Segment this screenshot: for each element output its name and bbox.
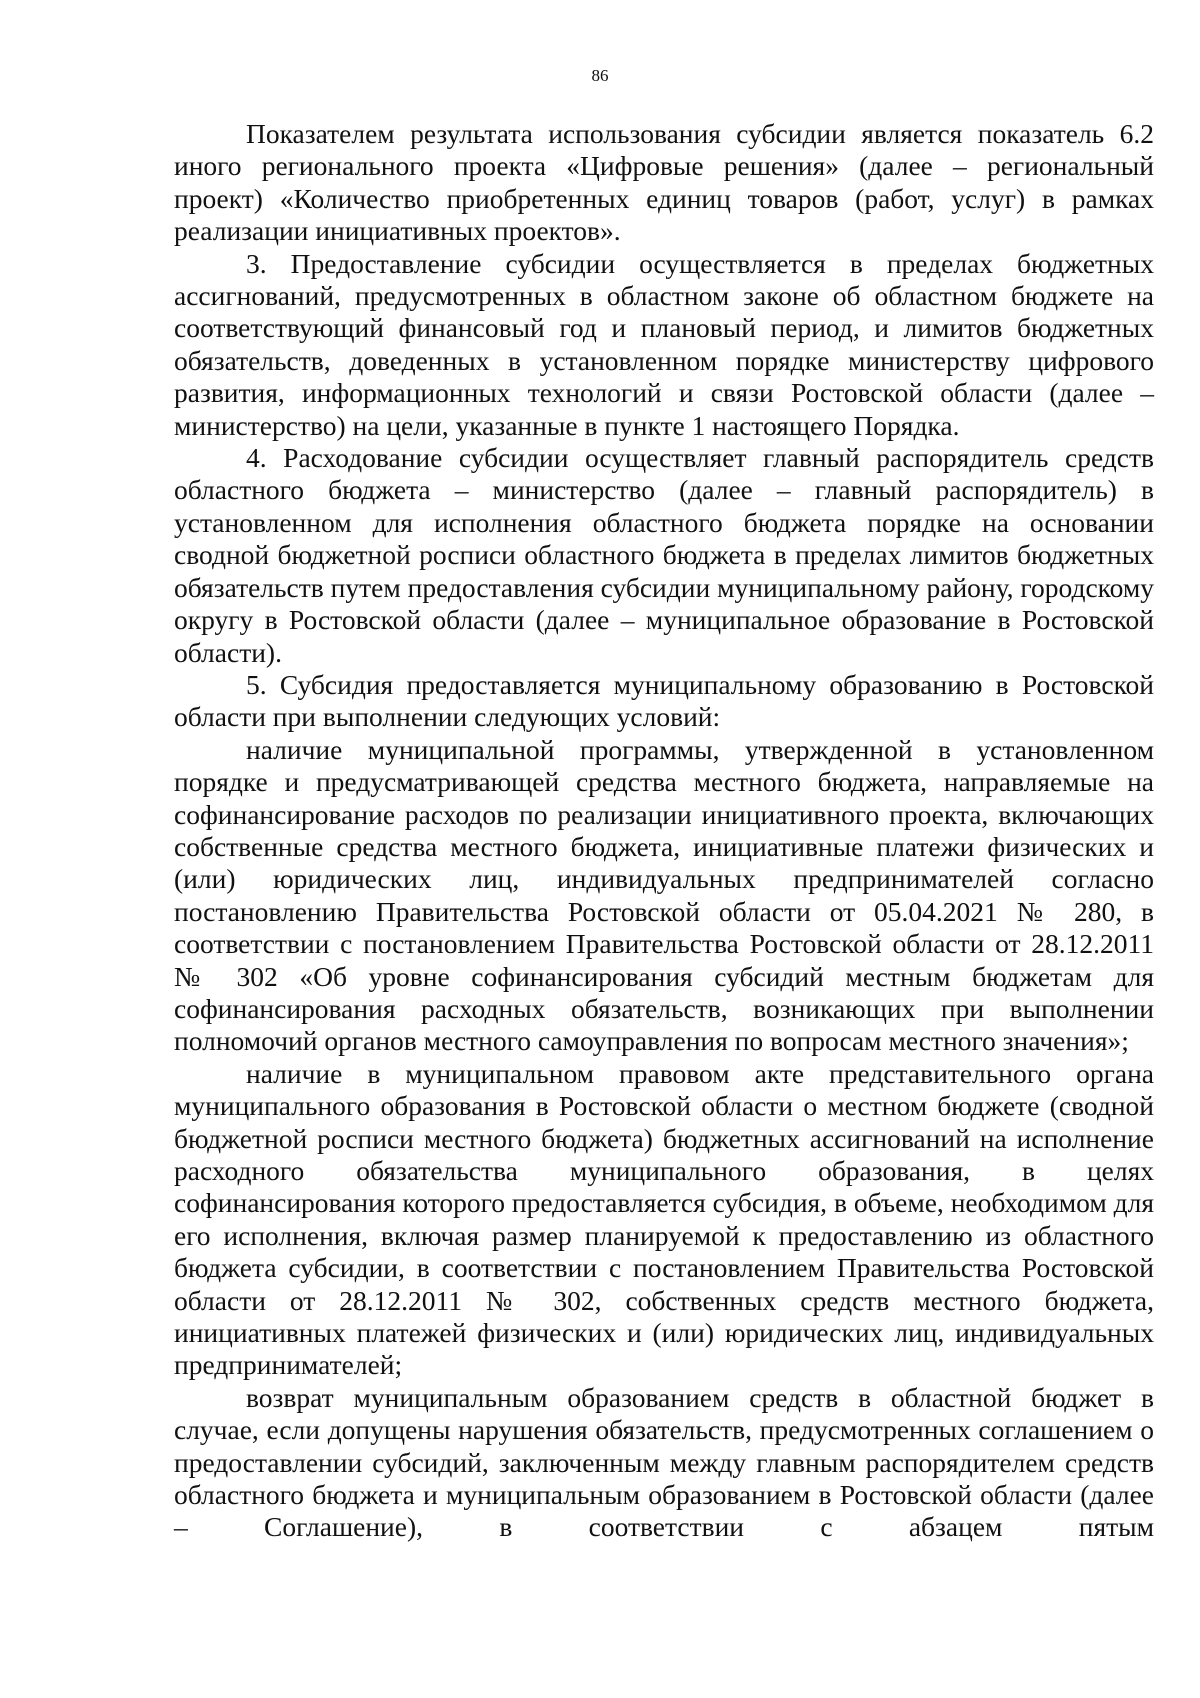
page-number: 86: [591, 66, 609, 85]
document-body: [174, 118, 1154, 1544]
paragraph-condition-program: наличие муниципальной программы, утвержденной в установленном порядке и предусматривающей средства местного бюджета, направляемые на софинансирование расходов по реализации инициативного проекта, включающих собственные средства местного бюджета, инициативные платежи физических и (или) юридических лиц, индивидуальных предпринимателей согласно постановлению Правительства Ростовской области от 05.04.2021 № 280, в соответствии с постановлением Правительства Ростовской области от 28.12.2011 № 302 «Об уровне софинансирования субсидий местным бюджетам для софинансирования расходных обязательств, возникающих при выполнении полномочий органов местного самоуправления по вопросам местного значения»;: [174, 733, 1154, 1057]
paragraph-item-5: 5. Субсидия предоставляется муниципальному образованию в Ростовской области при выполнении следующих условий:: [174, 668, 1154, 733]
paragraph-item-3: 3. Предоставление субсидии осуществляется в пределах бюджетных ассигнований, предусмотренных в областном законе об областном бюджете на соответствующий финансовый год и плановый период, и лимитов бюджетных обязательств, доведенных в установленном порядке министерству цифрового развития, информационных технологий и связи Ростовской области (далее – министерство) на цели, указанные в пункте 1 настоящего Порядка.: [174, 247, 1154, 441]
paragraph-condition-refund: возврат муниципальным образованием средств в областной бюджет в случае, если допущены нарушения обязательств, предусмотренных соглашением о предоставлении субсидий, заключенным между главным распорядителем средств областного бюджета и муниципальным образованием в Ростовской области (далее – Соглашение), в соответствии с абзацем пятым: [174, 1381, 1154, 1543]
paragraph-result-indicator: Показателем результата использования субсидии является показатель 6.2 иного регионального проекта «Цифровые решения» (далее – региональный проект) «Количество приобретенных единиц товаров (работ, услуг) в рамках реализации инициативных проектов».: [174, 118, 1154, 247]
paragraph-item-4: 4. Расходование субсидии осуществляет главный распорядитель средств областного бюджета – министерство (далее – главный распорядитель) в установленном для исполнения областного бюджета порядке на основании сводной бюджетной росписи областного бюджета в пределах лимитов бюджетных обязательств путем предоставления субсидии муниципальному району, городскому округу в Ростовской области (далее – муниципальное образование в Ростовской области).: [174, 442, 1154, 668]
paragraph-condition-budget-act: наличие в муниципальном правовом акте представительного органа муниципального образования в Ростовской области о местном бюджете (сводной бюджетной росписи местного бюджета) бюджетных ассигнований на исполнение расходного обязательства муниципального образования, в целях софинансирования которого предоставляется субсидия, в объеме, необходимом для его исполнения, включая размер планируемой к предоставлению из областного бюджета субсидии, в соответствии с постановлением Правительства Ростовской области от 28.12.2011 № 302, собственных средств местного бюджета, инициативных платежей физических и (или) юридических лиц, индивидуальных предпринимателей;: [174, 1057, 1154, 1381]
